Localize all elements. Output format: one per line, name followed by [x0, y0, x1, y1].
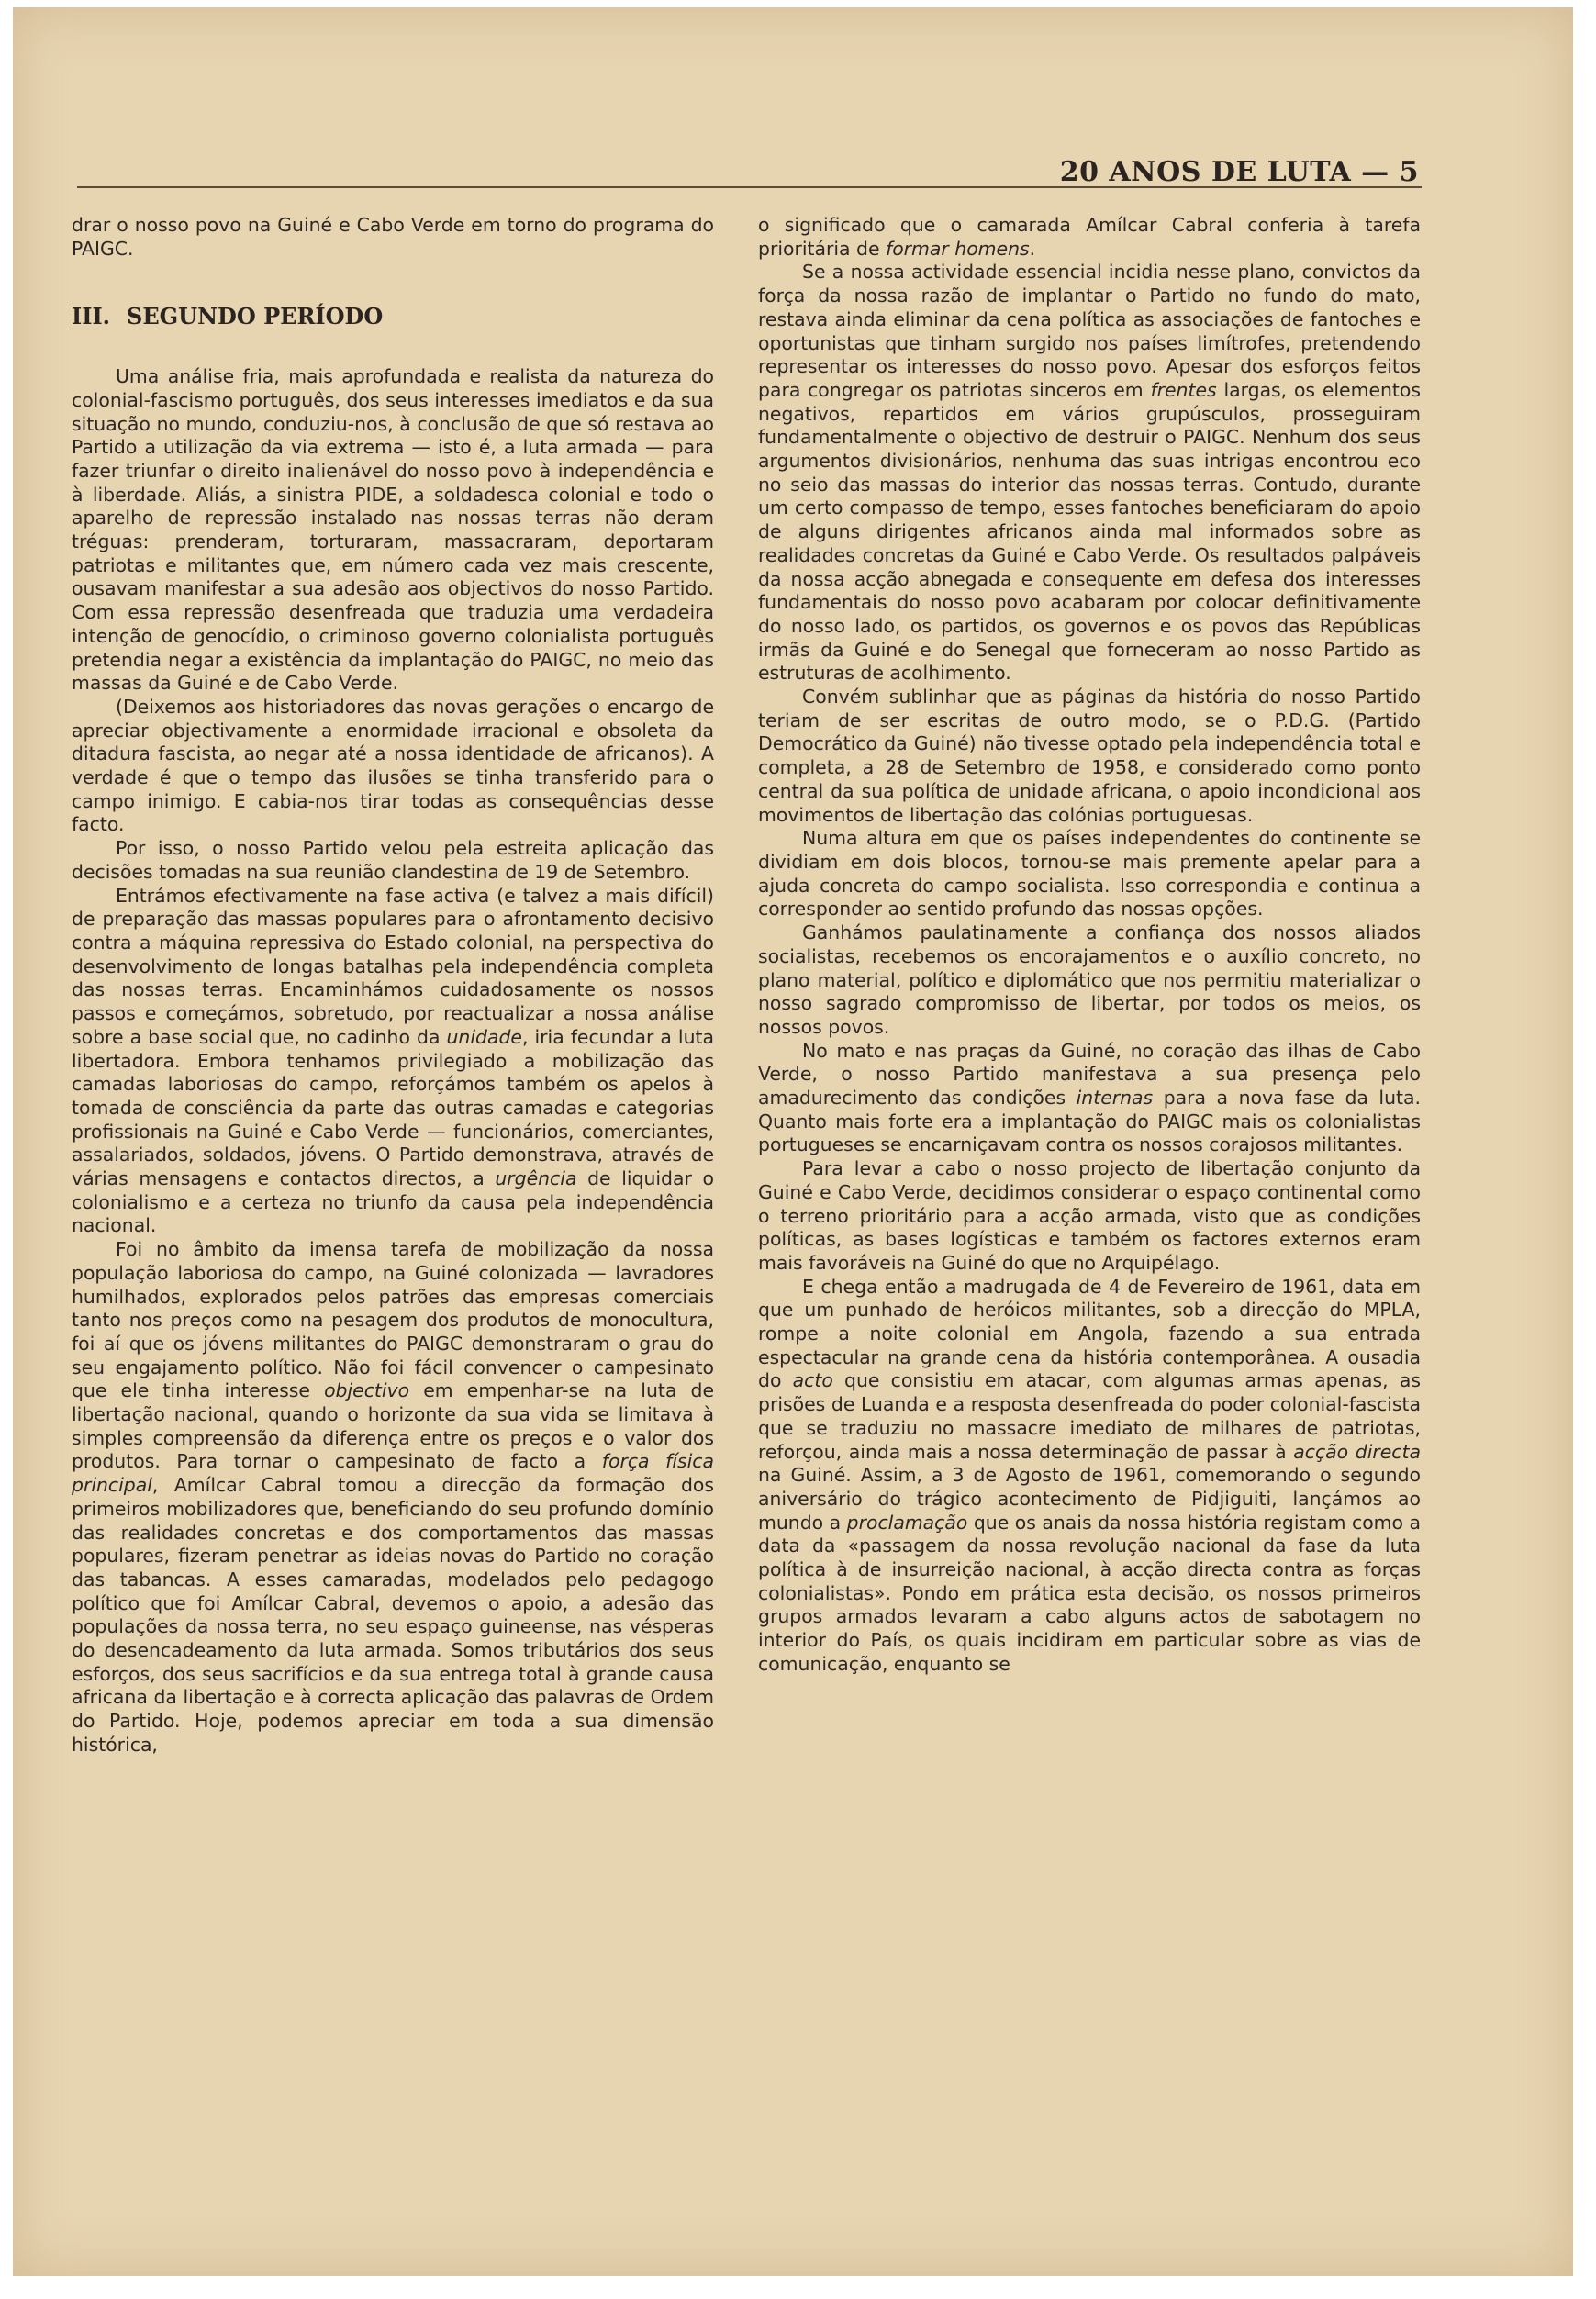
paragraph: Ganhámos paulatinamente a confiança dos nossos aliados socialistas, recebemos os encorajamentos e o auxílio concreto, no plano material, político e diplomático que nos permitiu materializar o nosso sagrado compromisso de libertar, por todos os meios, os nossos povos.	[758, 921, 1421, 1038]
paragraph: Numa altura em que os países independentes do continente se dividiam em dois blocos, tornou-se mais premente apelar para a ajuda concreta do campo socialista. Isso correspondia e continua a corresponder ao sentido profundo das nossas opções.	[758, 827, 1421, 921]
left-column	[72, 214, 714, 1758]
emphasis-text: acção directa	[1293, 1440, 1422, 1463]
emphasis-text: unidade	[446, 1025, 522, 1048]
text-run: de liquidar o colonialismo e a certeza no triunfo da causa pela independência nacional.	[72, 1167, 714, 1237]
header-rule	[77, 186, 1422, 188]
paragraph: Por isso, o nosso Partido velou pela estreita aplicação das decisões tomadas na sua reunião clandestina de 19 de Setembro.	[72, 837, 714, 883]
paragraph	[758, 261, 1421, 686]
paragraph: Uma análise fria, mais aprofundada e realista da natureza do colonial-fascismo português, dos seus interesses imediatos e da sua situação no mundo, conduziu-nos, à conclusão de que só restava ao Partido a utilização da via extrema — isto é, a luta armada — para fazer triunfar o direito inalienável do nosso povo à independência e à liberdade. Aliás, a sinistra PIDE, a soldadesca colonial e todo o aparelho de repressão instalado nas nossas terras não deram tréguas: prenderam, torturaram, massacraram, deportaram patriotas e militantes que, em número cada vez mais crescente, ousavam manifestar a sua adesão aos objectivos do nosso Partido. Com essa repressão desenfreada que traduzia uma verdadeira intenção de genocídio, o criminoso governo colonialista português pretendia negar a existência da implantação do PAIGC, no meio das massas da Guiné e de Cabo Verde.	[72, 365, 714, 695]
text-run: .	[1029, 237, 1036, 260]
text-run: largas, os elementos negativos, repartidos em vários grupúsculos, prosseguiram fundamentalmente o objectivo de destruir o PAIGC. Nenhum dos seus argumentos divisionários, nenhuma das suas intrigas encontrou eco no seio das massas do interior das nossas terras. Contudo, durante um certo compasso de tempo, esses fantoches beneficiaram do apoio de alguns dirigentes africanos ainda mal informados sobre as realidades concretas da Guiné e Cabo Verde. Os resultados palpáveis da nossa acção abnegada e consequente em defesa dos interesses fundamentais do nosso povo acabaram por colocar definitivamente do nosso lado, os partidos, os governos e os povos das Repúblicas irmãs da Guiné e do Senegal que forneceram ao nosso Partido as estruturas de acolhimento.	[758, 378, 1422, 685]
emphasis-text: objectivo	[324, 1379, 410, 1402]
newspaper-page	[13, 7, 1573, 2276]
text-run: para a nova fase da luta. Quanto mais forte era a implantação do PAIGC mais os colonialistas portugueses se encarniçavam contra os nossos corajosos militantes.	[758, 1087, 1421, 1156]
text-run: na Guiné. Assim, a 3 de Agosto de 1961, comemorando o segundo aniversário do trágico acontecimento de Pidjiguiti, lançámos ao mundo a	[758, 1464, 1421, 1534]
emphasis-text: proclamação	[846, 1511, 968, 1534]
text-run: Entrámos efectivamente na fase activa (e talvez a mais difícil) de preparação das massas populares para o afrontamento decisivo contra a máquina repressiva do Estado colonial, na perspectiva do desenvolvimento de longas batalhas pela independência completa das nossas terras. Encaminhámos cuidadosamente os nossos passos e começámos, sobretudo, por reactualizar a nossa análise sobre a base social que, no cadinho da	[72, 884, 714, 1048]
paragraph: Convém sublinhar que as páginas da história do nosso Partido teriam de ser escritas de outro modo, se o P.D.G. (Partido Democrático da Guiné) não tivesse optado pela independência total e completa, a 28 de Setembro de 1958, e considerado como ponto central da sua política de unidade africana, o apoio incondicional aos movimentos de libertação das colónias portuguesas.	[758, 686, 1421, 826]
text-run: E chega então a madrugada de 4 de Fevereiro de 1961, data em que um punhado de heróicos militantes, sob a direcção do MPLA, rompe a noite colonial em Angola, fazendo a sua entrada espectacular na grande cena da história contemporânea. A ousadia do	[758, 1275, 1421, 1392]
emphasis-text: urgência	[495, 1167, 577, 1190]
text-run: , Amílcar Cabral tomou a direcção da formação dos primeiros mobilizadores que, beneficiando do seu profundo domínio das realidades concretas e dos comportamentos das massas populares, fizeram penetrar as ideias novas do Partido no coração das tabancas. A esses camaradas, modelados pelo pedagogo político que foi Amílcar Cabral, devemos o apoio, a adesão das populações da nossa terra, no seu espaço guineense, nas vésperas do desencadeamento da luta armada. Somos tributários dos seus esforços, dos seus sacrifícios e da sua entrega total à grande causa africana da libertação e à correcta aplicação das palavras de Ordem do Partido. Hoje, podemos apreciar em toda a sua dimensão histórica,	[72, 1474, 714, 1756]
section-title: SEGUNDO PERÍODO	[127, 303, 384, 330]
section-number: III.	[72, 303, 111, 330]
emphasis-text: formar homens	[886, 237, 1030, 260]
text-run: o significado que o camarada Amílcar Cabral conferia à tarefa prioritária de	[758, 214, 1421, 260]
paragraph	[72, 1238, 714, 1757]
paragraph: (Deixemos aos historiadores das novas gerações o encargo de apreciar objectivamente a enormidade irracional e obsoleta da ditadura fascista, ao negar até a nossa identidade de africanos). A verdade é que o tempo das ilusões se tinha transferido para o campo inimigo. E cabia-nos tirar todas as consequências desse facto.	[72, 695, 714, 836]
text-run: No mato e nas praças da Guiné, no coração das ilhas de Cabo Verde, o nosso Partido manifestava a sua presença pelo amadurecimento das condições	[758, 1039, 1421, 1110]
page-header: 20 ANOS DE LUTA — 5	[1059, 156, 1419, 188]
emphasis-text: internas	[1076, 1087, 1154, 1110]
text-run: que consistiu em atacar, com algumas armas apenas, as prisões de Luanda e a resposta desenfreada do poder colonial-fascista que se traduziu no massacre imediato de milhares de patriotas, reforçou, ainda mais a nossa determinação de passar à	[758, 1369, 1421, 1463]
paragraph	[758, 1276, 1421, 1677]
paragraph: Para levar a cabo o nosso projecto de libertação conjunto da Guiné e Cabo Verde, decidimos considerar o espaço continental como o terreno prioritário para a acção armada, visto que as condições políticas, as bases logísticas e também os factores externos eram mais favoráveis na Guiné do que no Arquipélago.	[758, 1157, 1421, 1274]
text-run: Foi no âmbito da imensa tarefa de mobilização da nossa população laboriosa do campo, na Guiné colonizada — lavradores humilhados, explorados pelos patrões das empresas comerciais tanto nos preços como na pesagem dos produtos de monocultura, foi aí que os jóvens militantes do PAIGC demonstraram o grau do seu engajamento político. Não foi fácil convencer o campesinato que ele tinha interesse	[72, 1238, 714, 1402]
left-intro-paragraph: drar o nosso povo na Guiné e Cabo Verde em torno do programa do PAIGC.	[72, 214, 714, 260]
text-run: em empenhar-se na luta de libertação nacional, quando o horizonte da sua vida se limitava à simples compreensão da diferença entre os preços e o valor dos produtos. Para tornar o campesinato de facto a	[72, 1379, 714, 1473]
text-run: , iria fecundar a luta libertadora. Embora tenhamos privilegiado a mobilização das camadas laboriosas do campo, reforçámos também os apelos à tomada de consciência da parte das outras camadas e categorias profissionais na Guiné e Cabo Verde — funcionários, comerciantes, assalariados, soldados, jóvens. O Partido demonstrava, através de várias mensagens e contactos directos, a	[72, 1025, 715, 1190]
text-run: Se a nossa actividade essencial incidia nesse plano, convictos da força da nossa razão de implantar o Partido no fundo do mato, restava ainda eliminar da cena política as associações de fantoches e oportunistas que tinham surgido nos países limítrofes, pretendendo representar os interesses do nosso povo. Apesar dos esforços feitos para congregar os patriotas sinceros em	[758, 261, 1421, 401]
right-column	[758, 214, 1421, 1677]
right-intro-paragraph	[758, 214, 1421, 261]
emphasis-text: força física principal	[72, 1450, 714, 1497]
paragraph	[758, 1040, 1421, 1158]
emphasis-text: frentes	[1150, 378, 1217, 401]
section-heading	[72, 305, 714, 329]
text-run: que os anais da nossa história registam como a data da «passagem da nossa revolução nacional da fase da luta política à de insurreição nacional, à acção directa contra as forças colonialistas». Pondo em prática esta decisão, os nossos primeiros grupos armados levaram a cabo alguns actos de sabotagem no interior do País, os quais incidiram em particular sobre as vias de comunicação, enquanto se	[758, 1511, 1422, 1675]
emphasis-text: acto	[792, 1369, 833, 1392]
paragraph	[72, 885, 714, 1239]
